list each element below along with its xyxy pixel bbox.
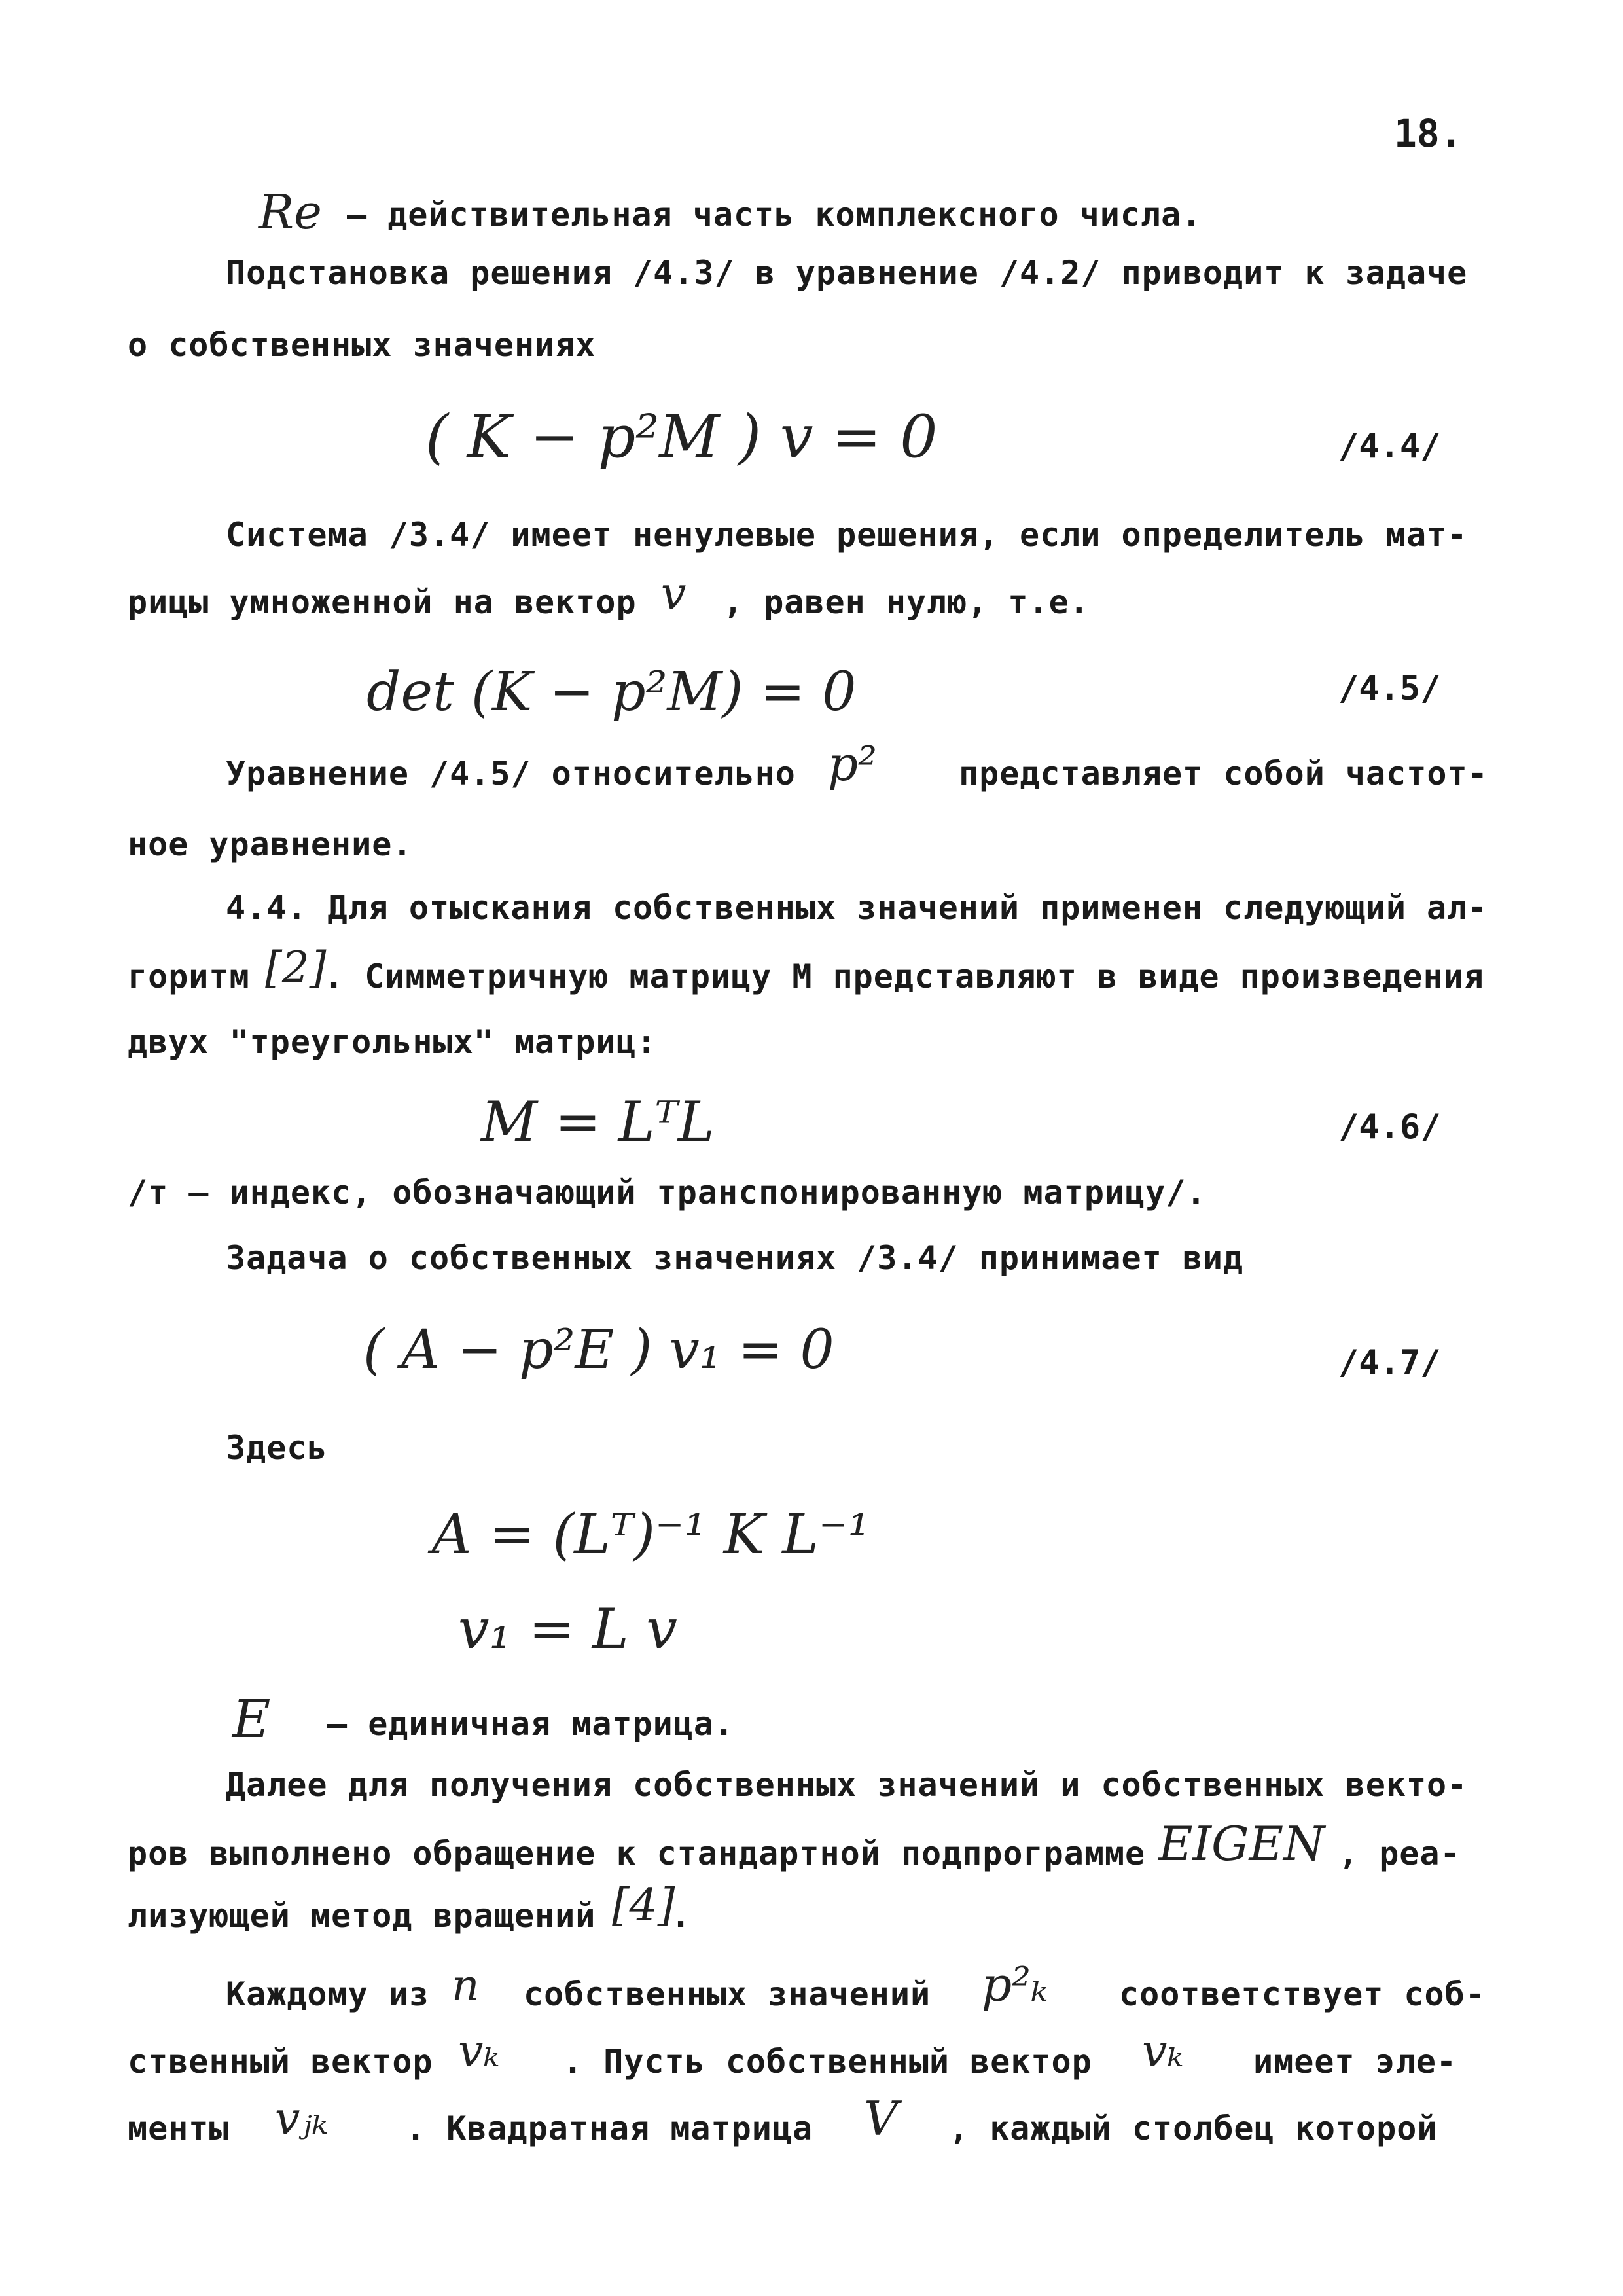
symbol-re: Re <box>259 185 322 240</box>
equation-4-5: det (K − p²M) = 0 <box>366 661 857 723</box>
text-line: лизующей метод вращений <box>128 1897 596 1935</box>
equation-4-6: M = LᵀL <box>481 1090 715 1154</box>
text-line: , реа- <box>1338 1835 1461 1873</box>
symbol-p-squared: p² <box>828 736 877 791</box>
equation-4-4: ( K − p²M ) v = 0 <box>425 403 938 471</box>
text-line: рицы умноженной на вектор <box>128 583 637 621</box>
equation-number: /4.7/ <box>1338 1343 1441 1382</box>
equation-number: /4.5/ <box>1338 669 1441 708</box>
equation-4-7: ( A − p²E ) v₁ = 0 <box>363 1319 834 1381</box>
text-line: . Симметричную матрицу M представляют в виде произведения <box>324 958 1484 996</box>
equation-number: /4.4/ <box>1338 427 1441 466</box>
text-line: о собственных значениях <box>128 326 596 364</box>
equation-number: /4.6/ <box>1338 1107 1441 1147</box>
text-line: Задача о собственных значениях /3.4/ принимает вид <box>226 1239 1244 1277</box>
text-line: Уравнение /4.5/ относительно <box>226 755 796 793</box>
text-line: соответствует соб- <box>1119 1975 1486 2013</box>
text-line: Каждому из <box>226 1975 430 2013</box>
text-line: 4.4. Для отыскания собственных значений применен следующий ал- <box>226 889 1488 927</box>
text-line: . Пусть собственный вектор <box>563 2043 1092 2081</box>
symbol-p-k-squared: p²ₖ <box>982 1957 1048 2012</box>
text-line: горитм <box>128 958 250 996</box>
symbol-v-jk: vⱼₖ <box>275 2093 329 2145</box>
text-line: , равен нулю, т.е. <box>723 583 1090 621</box>
symbol-v-k: vₖ <box>458 2026 500 2077</box>
text-line: /т – индекс, обозначающий транспонированную матрицу/. <box>128 1174 1207 1211</box>
text-line: двух "треугольных" матриц: <box>128 1023 657 1061</box>
text-line: Далее для получения собственных значений и собственных векто- <box>226 1766 1468 1804</box>
symbol-v: v <box>661 568 687 620</box>
symbol-n: n <box>452 1960 480 2011</box>
reference: [4] <box>612 1880 675 1931</box>
reference: [2] <box>265 942 327 993</box>
text-line: , каждый столбец которой <box>949 2109 1438 2147</box>
symbol-matrix-v: V <box>864 2091 898 2146</box>
text-line: ров выполнено обращение к стандартной подпрограмме <box>128 1835 1146 1873</box>
text-line: Подстановка решения /4.3/ в уравнение /4.2/ приводит к задаче <box>226 254 1468 292</box>
symbol-e: E <box>232 1689 271 1749</box>
text-line: ственный вектор <box>128 2043 433 2081</box>
text-line: Здесь <box>226 1429 328 1467</box>
text-line: . <box>671 1897 692 1935</box>
text-line: . Квадратная матрица <box>406 2109 813 2147</box>
symbol-v-k: vₖ <box>1142 2026 1184 2077</box>
equation-v1-def: v₁ = L v <box>458 1597 677 1661</box>
text-line: представляет собой частот- <box>959 755 1488 793</box>
text-line: Система /3.4/ имеет ненулевые решения, если определитель мат- <box>226 516 1468 554</box>
symbol-eigen: EIGEN <box>1158 1816 1325 1871</box>
text-line: ное уравнение. <box>128 825 413 863</box>
equation-a-def: A = (Lᵀ)⁻¹ K L⁻¹ <box>432 1502 870 1566</box>
text-line: менты <box>128 2109 230 2147</box>
text-line: имеет эле- <box>1253 2043 1457 2081</box>
text-line: – действительная часть комплексного числа. <box>347 196 1202 234</box>
text-line: – единичная матрица. <box>327 1705 735 1743</box>
page-number: 18. <box>1394 111 1463 156</box>
text-line: собственных значений <box>524 1975 931 2013</box>
